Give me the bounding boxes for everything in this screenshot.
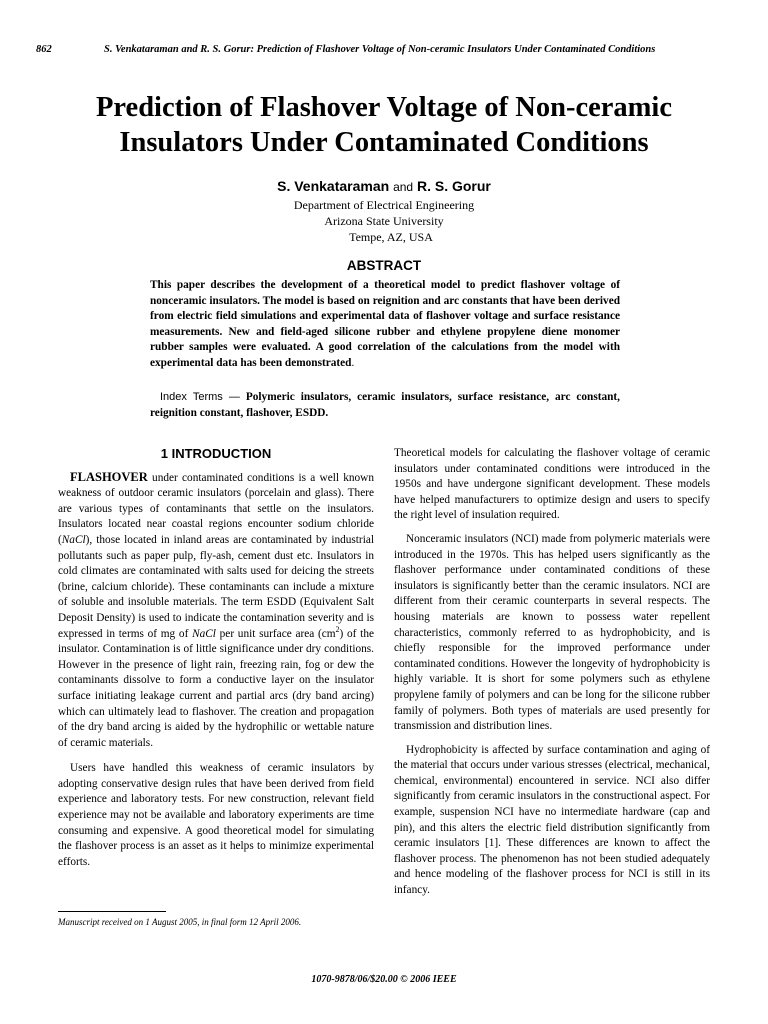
affiliation [0,197,768,245]
author-list [0,178,768,194]
paper-title [40,90,728,160]
intro-paragraph-3: Theoretical models for calculating the flashover voltage of ceramic insulators under contaminated conditions were introduced in the 1950s and have undergone significant development. These models have helped manufacturers to optimize design and users to specify the right level of insulation required. [394,447,710,522]
title-line-1: Prediction of Flashover Voltage of Non-ceramic [96,92,672,123]
abstract-heading: ABSTRACT [346,258,422,273]
abstract-text: This paper describes the development of a theoretical model to predict flashover voltage of nonceramic insulators. The model is based on reignition and arc constants that have been derived from electric field simulations and experimental data of flashover voltage and surface resistance measurements. New and field-aged silicone rubber and ethylene propylene diene monomer rubber samples were evaluated. A good correlation of the calculations from the model with experimental data has been demonstrated [150,279,620,369]
footnote: Manuscript received on 1 August 2005, in final form 12 April 2006. [58,917,302,927]
running-head-text: S. Venkataraman and R. S. Gorur: Prediction of Flashover Voltage of Non-ceramic Insulators Under Contaminated Conditions [104,44,656,55]
p1-text-b: ), those located in inland areas are contaminated by industrial pollutants such as paper pulp, fly-ash, cement dust etc. Insulators in cold climates are contaminated with salts used for deicing the streets (brine, calcium chloride). These contaminants can include a mixture of soluble and insoluble materials. The term ESDD (Equivalent Salt Deposit Density) is used to indicate the contamination severity and is expressed in terms of mg of [58,533,374,640]
abstract-end: . [351,356,355,369]
right-column [394,446,710,907]
nacl-term-2: NaCl [192,627,216,640]
p1-text-d: ) of the insulator. Contamination is of little significance under dry conditions. However in the presence of light rain, freezing rain, fog or dew the contaminants dissolve to form a conductive layer on the insulator surface initiating leakage current and partial arcs (dry band arcing) which can ultimately lead to flashover. The creation and propagation of the dry band arcing is aided by the hydrophilic or wettable nature of ceramic materials. [58,627,374,749]
p1-text-a: under contaminated conditions is a well known weakness of outdoor ceramic insulators (porcelain and glass). There are various types of contaminants that settle on the insulators. Insulators located near coastal regions encounter sodium chloride ( [58,471,374,546]
abstract-body [150,278,620,372]
affiliation-dept: Department of Electrical Engineering [293,198,475,212]
intro-paragraph-5: Hydrophobicity is affected by surface contamination and aging of the material that occurs under various stresses (electrical, mechanical, chemical, environmental) encountered in service. NCI also differ significantly from ceramic insulators in the constructional aspect. For example, suspension NCI have no intermediate hardware (cap and pin), and this alters the electric field distribution significantly from ceramic insulators [1]. These differences are known to affect the flashover process. The phenomenon has not been studied adequately and hence modeling of the flashover process for NCI is still in its infancy. [394,743,710,897]
author-2: R. S. Gorur [416,178,491,194]
page-number: 862 [36,44,52,55]
author-1: S. Venkataraman [277,178,390,194]
copyright-line: 1070-9878/06/$20.00 © 2006 IEEE [311,974,457,985]
affiliation-university: Arizona State University [324,214,444,228]
index-terms-label: Index Terms — [160,391,240,403]
left-column [58,446,374,878]
footnote-rule [58,911,166,912]
title-line-2: Insulators Under Contaminated Conditions [119,127,649,158]
p1-text-c: per unit surface area (cm [215,627,336,640]
index-terms-list: Polymeric insulators, ceramic insulators, surface resistance, arc constant, reignition constant, flashover, ESDD. [150,391,620,419]
index-terms [150,389,620,421]
lead-word: FLASHOVER [70,469,148,484]
intro-paragraph-4: Nonceramic insulators (NCI) made from polymeric materials were introduced in the 1970s. This has helped users significantly as the flashover performance under contaminated conditions of these insulators is significantly better than the ceramic insulators. NCI are different from their ceramic counterparts in several respects. The housing materials are known to possess water repellent characteristics, commonly referred to as hydrophobicity, and is chiefly responsible for the improved performance under contaminated conditions. However the longevity of hydrophobicity is highly variable. It is short for some polymers such as ethylene propylene family of polymers and can be long for the silicone rubber family of polymers. Both types of materials are used presently for transmission and distribution lines. [394,532,710,733]
affiliation-location: Tempe, AZ, USA [349,230,433,244]
section-heading: 1 INTRODUCTION [160,446,272,461]
author-conjunction: and [393,180,414,194]
running-head [36,44,736,55]
superscript-2: 2 [335,624,340,634]
nacl-term: NaCl [61,533,86,546]
intro-paragraph-2: Users have handled this weakness of ceramic insulators by adopting conservative design rules that have been derived from field experience and laboratory tests. For new construction, relevant field experience may not be available and laboratory experiments are time consuming and expensive. A good theoretical model for simulating the flashover process is an asset as it helps to minimize experimental efforts. [58,762,374,868]
intro-paragraph-1 [58,470,374,752]
